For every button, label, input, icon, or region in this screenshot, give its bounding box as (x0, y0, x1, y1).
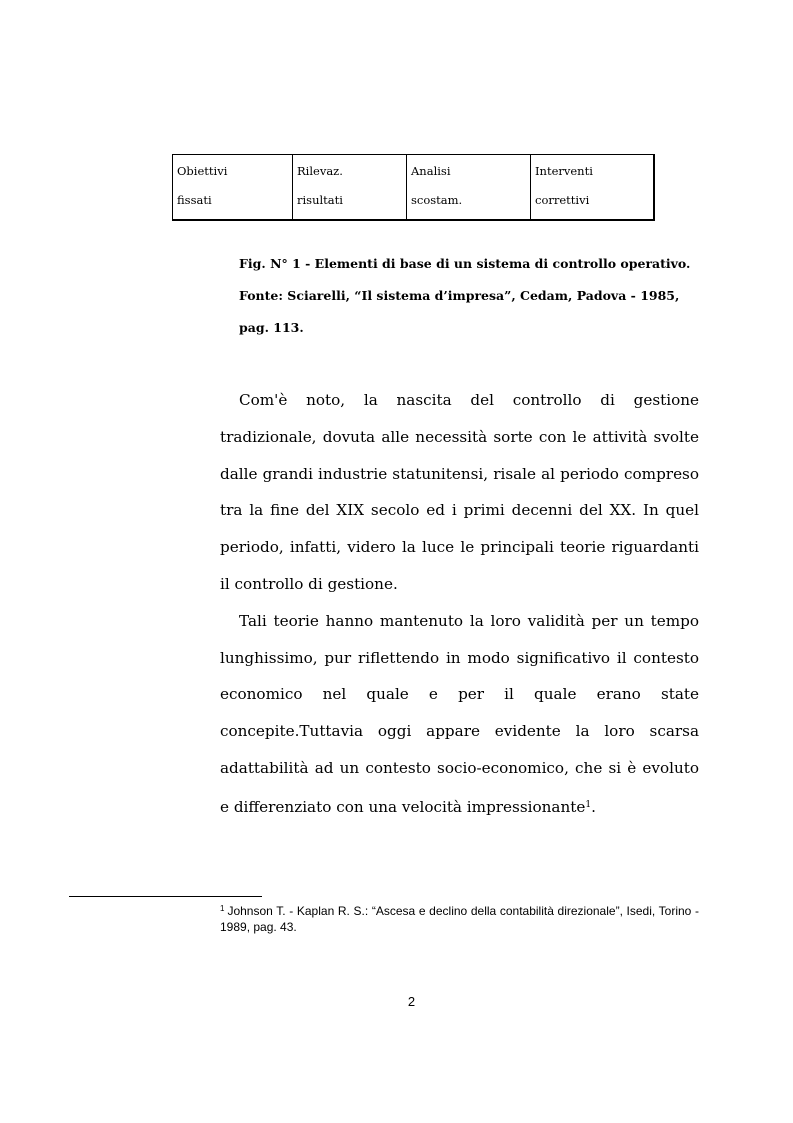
figure-caption (239, 248, 709, 344)
control-process-table (172, 154, 655, 221)
cell-line: Obiettivi (177, 164, 228, 178)
table-row (173, 155, 655, 221)
table-cell-analysis (407, 155, 531, 221)
footnote (220, 901, 699, 935)
table-cell-interventions (531, 155, 655, 221)
cell-line: Analisi (411, 164, 451, 178)
paragraph: Com'è noto, la nascita del controllo di gestione tradizionale, dovuta alle necessità sorte con le attività svolte dalle grandi industrie statunitensi, risale al periodo compreso tra la fine del XIX secolo ed i primi decenni del XX. In quel periodo, infatti, videro la luce le principali teorie riguardanti il controllo di gestione. (220, 391, 699, 593)
cell-line: Rilevaz. (297, 164, 343, 178)
cell-line: correttivi (535, 193, 590, 207)
cell-line: scostam. (411, 193, 463, 207)
cell-line: Interventi (535, 164, 593, 178)
footnote-reference[interactable]: 1 (585, 799, 592, 810)
body-text (220, 382, 699, 826)
footnote-text: Johnson T. - Kaplan R. S.: “Ascesa e declino della contabilità direzionale”, Isedi, Torino - 1989, pag. 43. (220, 904, 699, 934)
paragraph-end: . (591, 797, 596, 816)
caption-line: pag. 113. (239, 320, 304, 335)
cell-line: risultati (297, 193, 343, 207)
paragraph-text: Tali teorie hanno mantenuto la loro validità per un tempo lunghissimo, pur riflettendo in modo significativo il contesto economico nel quale e per il quale erano state concepite.Tuttavia oggi appare evidente la loro scarsa adattabilità ad un contesto socio-economico, che si è evoluto e differenziato con una velocità impressionante (220, 611, 699, 816)
table-cell-objectives (173, 155, 293, 221)
footnote-divider (69, 896, 262, 897)
footnote-marker: 1 (220, 904, 225, 913)
page-number: 2 (407, 994, 416, 1009)
paragraph (220, 603, 699, 826)
table-cell-results (293, 155, 407, 221)
caption-line: Fonte: Sciarelli, “Il sistema d’impresa”, Cedam, Padova - 1985, (239, 288, 680, 303)
caption-line: Fig. N° 1 - Elementi di base di un sistema di controllo operativo. (239, 256, 691, 271)
cell-line: fissati (177, 193, 212, 207)
